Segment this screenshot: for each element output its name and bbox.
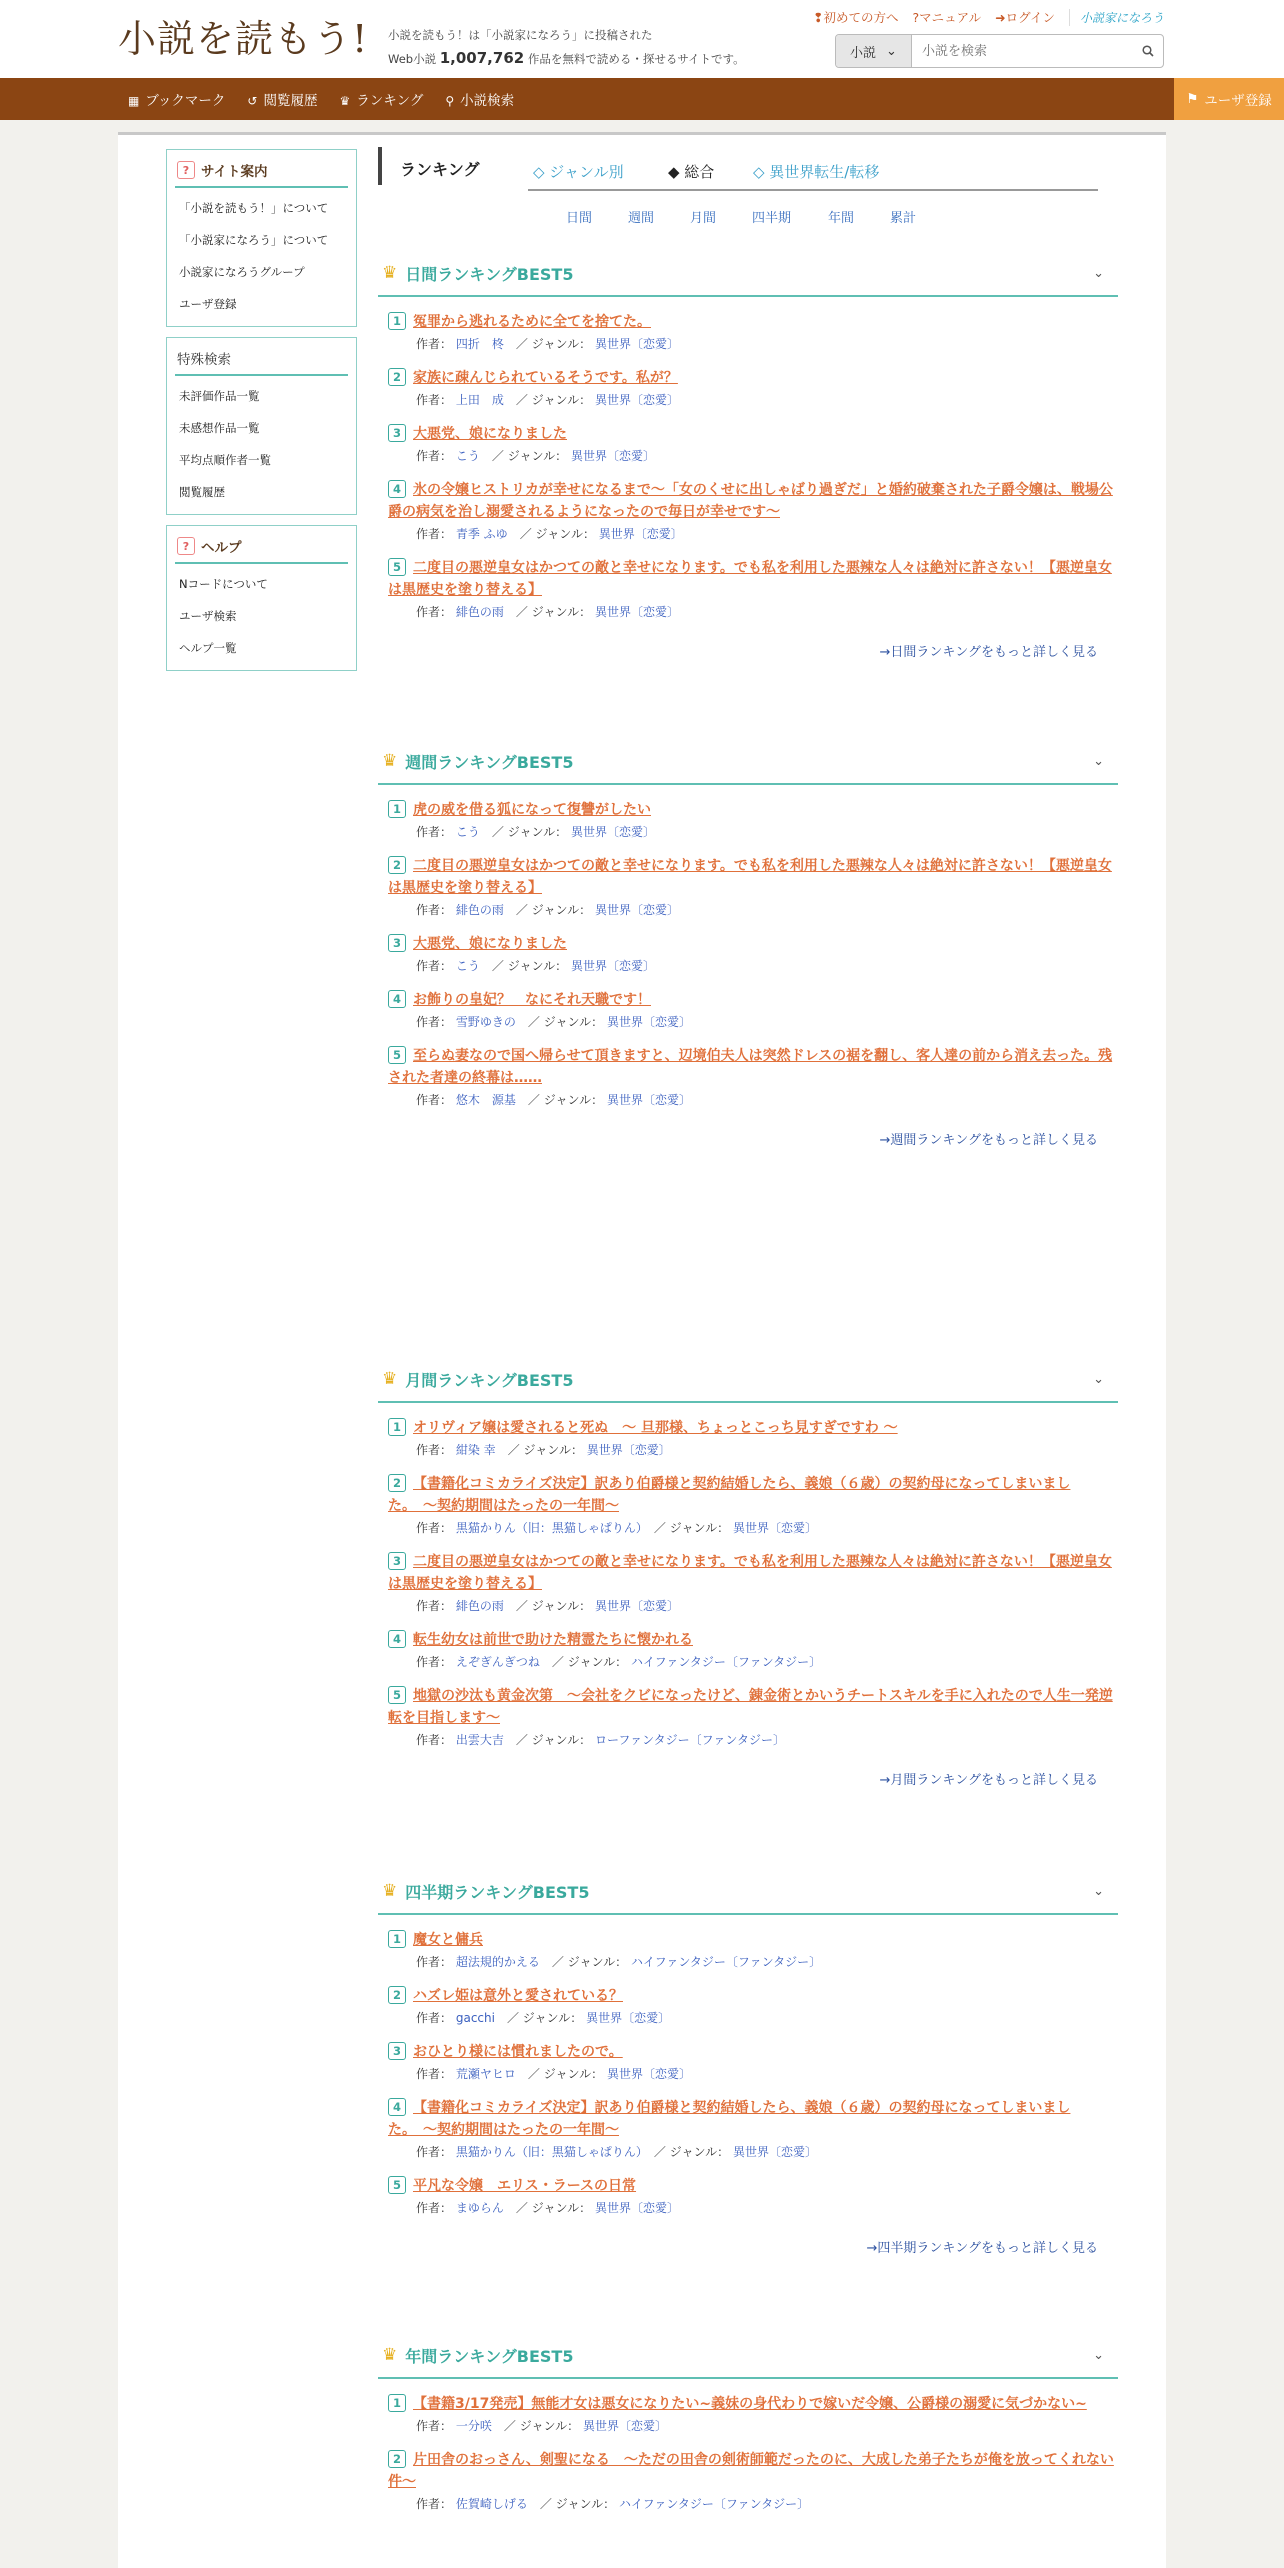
- tab-underline: [528, 189, 1098, 191]
- novel-meta: 作者： 佐賀崎しげる ／ ジャンル： ハイファンタジー〔ファンタジー〕: [416, 2497, 810, 2511]
- novel-title-link[interactable]: 3 大悪党、娘になりました: [388, 423, 1118, 445]
- novel-meta: 作者： 出雲大吉 ／ ジャンル： ローファンタジー〔ファンタジー〕: [416, 1733, 785, 1747]
- rank-badge: 3: [388, 2042, 406, 2060]
- page-container: [118, 132, 1166, 2568]
- author-link[interactable]: 青季 ふゆ: [455, 527, 508, 541]
- novel-title-link[interactable]: 3 おひとり様には慣れましたので。: [388, 2041, 1118, 2063]
- author-link[interactable]: 出雲大吉: [455, 1733, 504, 1747]
- list-item: [388, 311, 1118, 355]
- crown-icon: ♛: [382, 751, 398, 771]
- crown-icon: ♛: [382, 2345, 398, 2365]
- more-ranking-link[interactable]: →月間ランキングをもっと詳しく見る: [879, 1773, 1098, 1788]
- main-content: [378, 143, 1118, 235]
- novel-title-link[interactable]: 4 氷の令嬢ヒストリカが幸せになるまで〜「女のくせに出しゃばり過ぎだ」と婚約破棄された子爵令嬢は、戦場公爵の病気を治し溺愛されるようになったので毎日が幸せです〜: [388, 482, 1113, 520]
- more-ranking-link[interactable]: →週間ランキングをもっと詳しく見る: [879, 1133, 1098, 1148]
- genre-link[interactable]: ハイファンタジー〔ファンタジー〕: [630, 1655, 822, 1669]
- rank-badge: 1: [388, 2394, 406, 2412]
- author-link[interactable]: こう: [455, 959, 480, 973]
- list-item: [388, 855, 1118, 921]
- ranking-section: [378, 2333, 1118, 2527]
- work-count: 1,007,762: [439, 49, 525, 67]
- search-icon: ⚲: [445, 94, 455, 108]
- sidebar-item[interactable]: 閲覧履歴: [179, 485, 225, 499]
- site-tagline: [388, 24, 745, 71]
- list-item: [388, 799, 1118, 843]
- novel-meta: 作者： 青季 ふゆ ／ ジャンル： 異世界〔恋愛〕: [416, 527, 683, 541]
- list-item: [388, 423, 1118, 467]
- sidebar-item[interactable]: ユーザ登録: [179, 297, 237, 311]
- rank-badge: 1: [388, 800, 406, 818]
- novel-title-link[interactable]: 1 魔女と傭兵: [388, 1929, 1118, 1951]
- list-item: [388, 1417, 1118, 1461]
- search-category-select[interactable]: 小説 ⌄: [836, 35, 912, 67]
- novel-meta: 作者： 雪野ゆきの ／ ジャンル： 異世界〔恋愛〕: [416, 1015, 691, 1029]
- novel-meta: 作者： こう ／ ジャンル： 異世界〔恋愛〕: [416, 959, 655, 973]
- novel-meta: 作者： 荒瀬ヤヒロ ／ ジャンル： 異世界〔恋愛〕: [416, 2067, 691, 2081]
- rank-badge: 3: [388, 424, 406, 442]
- history-icon: ↺: [247, 94, 258, 108]
- ranking-tabs: [378, 143, 1118, 195]
- section-title: 四半期ランキングBEST5: [405, 1882, 590, 1902]
- author-link[interactable]: 黒猫かりん（旧：黒猫しゃぱりん）: [455, 2145, 642, 2159]
- section-title: 日間ランキングBEST5: [405, 264, 574, 284]
- section-title: 年間ランキングBEST5: [405, 2346, 574, 2366]
- narou-logo-link[interactable]: 小説家になろう: [1069, 9, 1164, 26]
- nav-search[interactable]: ⚲ 小説検索: [445, 93, 515, 109]
- list-item: [388, 1685, 1118, 1751]
- novel-meta: 作者： 紺染 幸 ／ ジャンル： 異世界〔恋愛〕: [416, 1443, 671, 1457]
- ranking-list: [378, 1915, 1118, 2219]
- author-link[interactable]: 一分咲: [455, 2419, 492, 2433]
- tagline-line2: Web小説 1,007,762 作品を無料で読める・探せるサイトです。: [388, 49, 745, 67]
- genre-link[interactable]: 異世界〔恋愛〕: [606, 1015, 691, 1029]
- ranking-list: [378, 1403, 1118, 1751]
- genre-link[interactable]: 異世界〔恋愛〕: [606, 2067, 691, 2081]
- rank-badge: 1: [388, 1418, 406, 1436]
- tab-genre[interactable]: ◇ ジャンル別: [533, 163, 624, 181]
- rank-badge: 2: [388, 1986, 406, 2004]
- novel-meta: 作者： 一分咲 ／ ジャンル： 異世界〔恋愛〕: [416, 2419, 667, 2433]
- rank-badge: 5: [388, 1046, 406, 1064]
- novel-title-link[interactable]: 1 【書籍3/17発売】無能才女は悪女になりたい~義妹の身代わりで嫁いだ令嬢、公爵様の溺愛に気づかない~: [388, 2393, 1118, 2415]
- rank-badge: 2: [388, 856, 406, 874]
- ranking-section: [378, 251, 1118, 660]
- link-login[interactable]: ➜ログイン: [995, 10, 1055, 25]
- period-links: [378, 195, 1118, 235]
- genre-link[interactable]: ハイファンタジー〔ファンタジー〕: [630, 1955, 822, 1969]
- crown-icon: ♛: [382, 263, 398, 283]
- rank-badge: 4: [388, 480, 406, 498]
- more-ranking-link[interactable]: →四半期ランキングをもっと詳しく見る: [866, 2241, 1098, 2256]
- tab-indicator: [378, 147, 382, 185]
- sidebar-item[interactable]: 「小説家になろう」について: [179, 233, 329, 247]
- sidebar-item[interactable]: 「小説を読もう！」について: [179, 201, 329, 215]
- rank-badge: 4: [388, 2098, 406, 2116]
- genre-link[interactable]: 異世界〔恋愛〕: [586, 1443, 671, 1457]
- list-item: [388, 557, 1118, 623]
- list-item: [388, 1629, 1118, 1673]
- sidebar-item[interactable]: 未評価作品一覧: [179, 389, 260, 403]
- novel-title-link[interactable]: 2 ハズレ姫は意外と愛されている？: [388, 1985, 1118, 2007]
- novel-title-link[interactable]: 5 至らぬ妻なので国へ帰らせて頂きますと、辺境伯夫人は突然ドレスの裾を翻し、客人達の前から消え去った。残された者達の終幕は……: [388, 1048, 1113, 1086]
- genre-link[interactable]: ローファンタジー〔ファンタジー〕: [594, 1733, 785, 1747]
- novel-title-link[interactable]: 4 【書籍化コミカライズ決定】訳あり伯爵様と契約結婚したら、義娘（６歳）の契約母になってしまいました。 〜契約期間はたったの一年間〜: [388, 2100, 1071, 2138]
- link-manual[interactable]: ?マニュアル: [912, 10, 982, 25]
- novel-title-link[interactable]: 1 虎の威を借る狐になって復讐がしたい: [388, 799, 1118, 821]
- novel-meta: 作者： こう ／ ジャンル： 異世界〔恋愛〕: [416, 449, 655, 463]
- author-link[interactable]: 紺染 幸: [455, 1443, 496, 1457]
- author-link[interactable]: 緋色の雨: [455, 1599, 504, 1613]
- sidebar-item[interactable]: ユーザ検索: [179, 609, 237, 623]
- novel-meta: 作者： 悠木 源基 ／ ジャンル： 異世界〔恋愛〕: [416, 1093, 691, 1107]
- novel-title-link[interactable]: 5 地獄の沙汰も黄金次第 ～会社をクビになったけど、錬金術とかいうチートスキルを手に入れたので人生一発逆転を目指します～: [388, 1688, 1113, 1726]
- nav-history[interactable]: ↺ 閲覧履歴: [247, 93, 318, 109]
- novel-meta: 作者： まゆらん ／ ジャンル： 異世界〔恋愛〕: [416, 2201, 679, 2215]
- author-link[interactable]: 悠木 源基: [455, 1093, 516, 1107]
- author-link[interactable]: 黒猫かりん（旧：黒猫しゃぱりん）: [455, 1521, 642, 1535]
- rank-badge: 4: [388, 1630, 406, 1648]
- tab-overall[interactable]: ◆ 総合: [668, 163, 715, 181]
- sidebar-site-guide: [166, 149, 357, 327]
- author-link[interactable]: えぞぎんぎつね: [455, 1655, 540, 1669]
- link-beginners[interactable]: ❢初めての方へ: [812, 10, 899, 25]
- sidebar-item[interactable]: 平均点順作者一覧: [179, 453, 271, 467]
- period-quarterly[interactable]: 四半期: [752, 211, 792, 226]
- list-item: [388, 2393, 1118, 2437]
- question-icon: ?: [177, 537, 195, 555]
- novel-title-link[interactable]: 3 大悪党、娘になりました: [388, 933, 1118, 955]
- novel-meta: 作者： 緋色の雨 ／ ジャンル： 異世界〔恋愛〕: [416, 903, 679, 917]
- novel-meta: 作者： 超法規的かえる ／ ジャンル： ハイファンタジー〔ファンタジー〕: [416, 1955, 822, 1969]
- list-item: [388, 989, 1118, 1033]
- list-item: [388, 933, 1118, 977]
- novel-title-link[interactable]: 2 片田舎のおっさん、剣聖になる ～ただの田舎の剣術師範だったのに、大成した弟子たちが俺を放ってくれない件～: [388, 2452, 1114, 2490]
- sidebar-item[interactable]: 未感想作品一覧: [179, 421, 260, 435]
- author-link[interactable]: gacchi: [455, 2011, 495, 2025]
- period-daily[interactable]: 日間: [566, 211, 593, 226]
- section-title: 月間ランキングBEST5: [405, 1370, 574, 1390]
- search-icon[interactable]: [1133, 35, 1163, 67]
- novel-meta: 作者： 上田 成 ／ ジャンル： 異世界〔恋愛〕: [416, 393, 679, 407]
- novel-title-link[interactable]: 4 お飾りの皇妃？ なにそれ天職です！: [388, 989, 1118, 1011]
- sidebar-item[interactable]: ヘルプ一覧: [179, 641, 237, 655]
- list-item: [388, 2449, 1118, 2515]
- rank-badge: 5: [388, 1686, 406, 1704]
- chevron-down-icon[interactable]: ⌄: [1093, 266, 1104, 281]
- novel-meta: 作者： 四折 柊 ／ ジャンル： 異世界〔恋愛〕: [416, 337, 679, 351]
- crown-icon: ♛: [382, 1881, 398, 1901]
- section-header[interactable]: [378, 739, 1118, 785]
- sidebar-help: [166, 525, 357, 671]
- nav-ranking[interactable]: ♛ ランキング: [339, 93, 424, 109]
- rank-badge: 3: [388, 1552, 406, 1570]
- list-item: [388, 2041, 1118, 2085]
- author-link[interactable]: 荒瀬ヤヒロ: [455, 2067, 516, 2081]
- genre-link[interactable]: ハイファンタジー〔ファンタジー〕: [618, 2497, 810, 2511]
- genre-link[interactable]: 異世界〔恋愛〕: [594, 903, 679, 917]
- genre-link[interactable]: 異世界〔恋愛〕: [594, 337, 679, 351]
- section-title: 週間ランキングBEST5: [405, 752, 574, 772]
- search-input[interactable]: [912, 35, 1133, 67]
- list-item: [388, 1551, 1118, 1617]
- sidebar: [166, 149, 357, 681]
- novel-meta: 作者： 緋色の雨 ／ ジャンル： 異世界〔恋愛〕: [416, 605, 679, 619]
- list-item: [388, 1985, 1118, 2029]
- ranking-list: [378, 785, 1118, 1111]
- author-link[interactable]: こう: [455, 449, 480, 463]
- list-item: [388, 1045, 1118, 1111]
- author-link[interactable]: 緋色の雨: [455, 903, 504, 917]
- novel-meta: 作者： えぞぎんぎつね ／ ジャンル： ハイファンタジー〔ファンタジー〕: [416, 1655, 822, 1669]
- rank-badge: 1: [388, 312, 406, 330]
- novel-title-link[interactable]: 1 オリヴィア嬢は愛されると死ぬ ～ 旦那様、ちょっとこっち見すぎですわ ～: [388, 1417, 1118, 1439]
- author-link[interactable]: 佐賀崎しげる: [455, 2497, 528, 2511]
- genre-link[interactable]: 異世界〔恋愛〕: [594, 2201, 679, 2215]
- main-nav: [0, 78, 1284, 120]
- rank-badge: 2: [388, 2450, 406, 2468]
- page-title: ランキング: [400, 160, 480, 179]
- list-item: [388, 367, 1118, 411]
- author-link[interactable]: まゆらん: [455, 2201, 504, 2215]
- ranking-list: [378, 297, 1118, 623]
- novel-title-link[interactable]: 3 二度目の悪逆皇女はかつての敵と幸せになります。でも私を利用した悪辣な人々は絶対に許さない！【悪逆皇女は黒歴史を塗り替える】: [388, 1554, 1112, 1592]
- sidebar-box-title: 特殊検索: [175, 348, 348, 376]
- sidebar-special-search: [166, 337, 357, 515]
- genre-link[interactable]: 異世界〔恋愛〕: [594, 605, 679, 619]
- section-header[interactable]: [378, 251, 1118, 297]
- novel-meta: 作者： 緋色の雨 ／ ジャンル： 異世界〔恋愛〕: [416, 1599, 679, 1613]
- genre-link[interactable]: 異世界〔恋愛〕: [732, 1521, 817, 1535]
- register-button[interactable]: ⚑ ユーザ登録: [1174, 78, 1284, 120]
- ranking-section: [378, 1357, 1118, 1788]
- sidebar-box-title: ? サイト案内: [175, 160, 348, 188]
- chevron-down-icon: ⌄: [886, 43, 897, 59]
- user-icon: ⚑: [1186, 91, 1199, 107]
- genre-link[interactable]: 異世界〔恋愛〕: [582, 2419, 667, 2433]
- bookmark-icon: ▦: [128, 94, 140, 108]
- rank-badge: 2: [388, 368, 406, 386]
- tagline-line1: 小説を読もう！は「小説家になろう」に投稿された: [388, 28, 653, 42]
- chevron-down-icon[interactable]: ⌄: [1093, 754, 1104, 769]
- sidebar-item[interactable]: 小説家になろうグループ: [179, 265, 305, 279]
- rank-badge: 3: [388, 934, 406, 952]
- tab-isekai[interactable]: ◇ 異世界転生/転移: [753, 163, 880, 181]
- genre-link[interactable]: 異世界〔恋愛〕: [570, 959, 655, 973]
- author-link[interactable]: 緋色の雨: [455, 605, 504, 619]
- sidebar-item[interactable]: Nコードについて: [179, 577, 268, 591]
- novel-meta: 作者： 黒猫かりん（旧：黒猫しゃぱりん） ／ ジャンル： 異世界〔恋愛〕: [416, 2145, 817, 2159]
- ranking-section: [378, 739, 1118, 1148]
- site-logo[interactable]: 小説を読もう!: [118, 17, 369, 61]
- section-header[interactable]: [378, 1357, 1118, 1403]
- period-yearly[interactable]: 年間: [828, 211, 855, 226]
- novel-title-link[interactable]: 2 【書籍化コミカライズ決定】訳あり伯爵様と契約結婚したら、義娘（６歳）の契約母になってしまいました。 〜契約期間はたったの一年間〜: [388, 1476, 1071, 1514]
- author-link[interactable]: 四折 柊: [455, 337, 504, 351]
- list-item: [388, 479, 1118, 545]
- novel-meta: 作者： 黒猫かりん（旧：黒猫しゃぱりん） ／ ジャンル： 異世界〔恋愛〕: [416, 1521, 817, 1535]
- novel-meta: 作者： こう ／ ジャンル： 異世界〔恋愛〕: [416, 825, 655, 839]
- novel-title-link[interactable]: 4 転生幼女は前世で助けた精霊たちに懐かれる: [388, 1629, 1118, 1651]
- novel-meta: 作者： gacchi ／ ジャンル： 異世界〔恋愛〕: [416, 2011, 671, 2025]
- section-header[interactable]: [378, 2333, 1118, 2379]
- site-header: [0, 0, 1284, 78]
- rank-badge: 1: [388, 1930, 406, 1948]
- genre-link[interactable]: 異世界〔恋愛〕: [570, 825, 655, 839]
- author-link[interactable]: 上田 成: [455, 393, 504, 407]
- rank-badge: 2: [388, 1474, 406, 1492]
- section-header[interactable]: [378, 1869, 1118, 1915]
- period-weekly[interactable]: 週間: [628, 211, 655, 226]
- chevron-down-icon[interactable]: ⌄: [1093, 1884, 1104, 1899]
- genre-link[interactable]: 異世界〔恋愛〕: [598, 527, 683, 541]
- novel-title-link[interactable]: 5 二度目の悪逆皇女はかつての敵と幸せになります。でも私を利用した悪辣な人々は絶対に許さない！【悪逆皇女は黒歴史を塗り替える】: [388, 560, 1112, 598]
- novel-title-link[interactable]: 1 冤罪から逃れるために全てを捨てた。: [388, 311, 1118, 333]
- rank-badge: 5: [388, 2176, 406, 2194]
- top-links: [813, 8, 1164, 26]
- genre-link[interactable]: 異世界〔恋愛〕: [606, 1093, 691, 1107]
- period-total[interactable]: 累計: [890, 211, 917, 226]
- list-item: [388, 1473, 1118, 1539]
- crown-icon: ♛: [382, 1369, 398, 1389]
- list-item: [388, 2175, 1118, 2219]
- genre-link[interactable]: 異世界〔恋愛〕: [594, 393, 679, 407]
- genre-link[interactable]: 異世界〔恋愛〕: [732, 2145, 817, 2159]
- chevron-down-icon[interactable]: ⌄: [1093, 2348, 1104, 2363]
- list-item: [388, 1929, 1118, 1973]
- period-monthly[interactable]: 月間: [690, 211, 717, 226]
- sidebar-box-title: ? ヘルプ: [175, 536, 348, 564]
- more-ranking-link[interactable]: →日間ランキングをもっと詳しく見る: [879, 645, 1098, 660]
- rank-badge: 4: [388, 990, 406, 1008]
- novel-title-link[interactable]: 2 家族に疎んじられているそうです。私が？: [388, 367, 1118, 389]
- list-item: [388, 2097, 1118, 2163]
- novel-title-link[interactable]: 2 二度目の悪逆皇女はかつての敵と幸せになります。でも私を利用した悪辣な人々は絶対に許さない！【悪逆皇女は黒歴史を塗り替える】: [388, 858, 1112, 896]
- ranking-section: [378, 1869, 1118, 2256]
- nav-bookmark[interactable]: ▦ ブックマーク: [128, 93, 226, 109]
- genre-link[interactable]: 異世界〔恋愛〕: [594, 1599, 679, 1613]
- novel-title-link[interactable]: 5 平凡な令嬢 エリス・ラースの日常: [388, 2175, 1118, 2197]
- author-link[interactable]: 超法規的かえる: [455, 1955, 540, 1969]
- genre-link[interactable]: 異世界〔恋愛〕: [586, 2011, 671, 2025]
- genre-link[interactable]: 異世界〔恋愛〕: [570, 449, 655, 463]
- search-box: [835, 34, 1164, 68]
- crown-icon: ♛: [339, 94, 351, 108]
- ranking-list: [378, 2379, 1118, 2515]
- chevron-down-icon[interactable]: ⌄: [1093, 1372, 1104, 1387]
- author-link[interactable]: こう: [455, 825, 480, 839]
- rank-badge: 5: [388, 558, 406, 576]
- author-link[interactable]: 雪野ゆきの: [455, 1015, 516, 1029]
- question-icon: ?: [177, 161, 195, 179]
